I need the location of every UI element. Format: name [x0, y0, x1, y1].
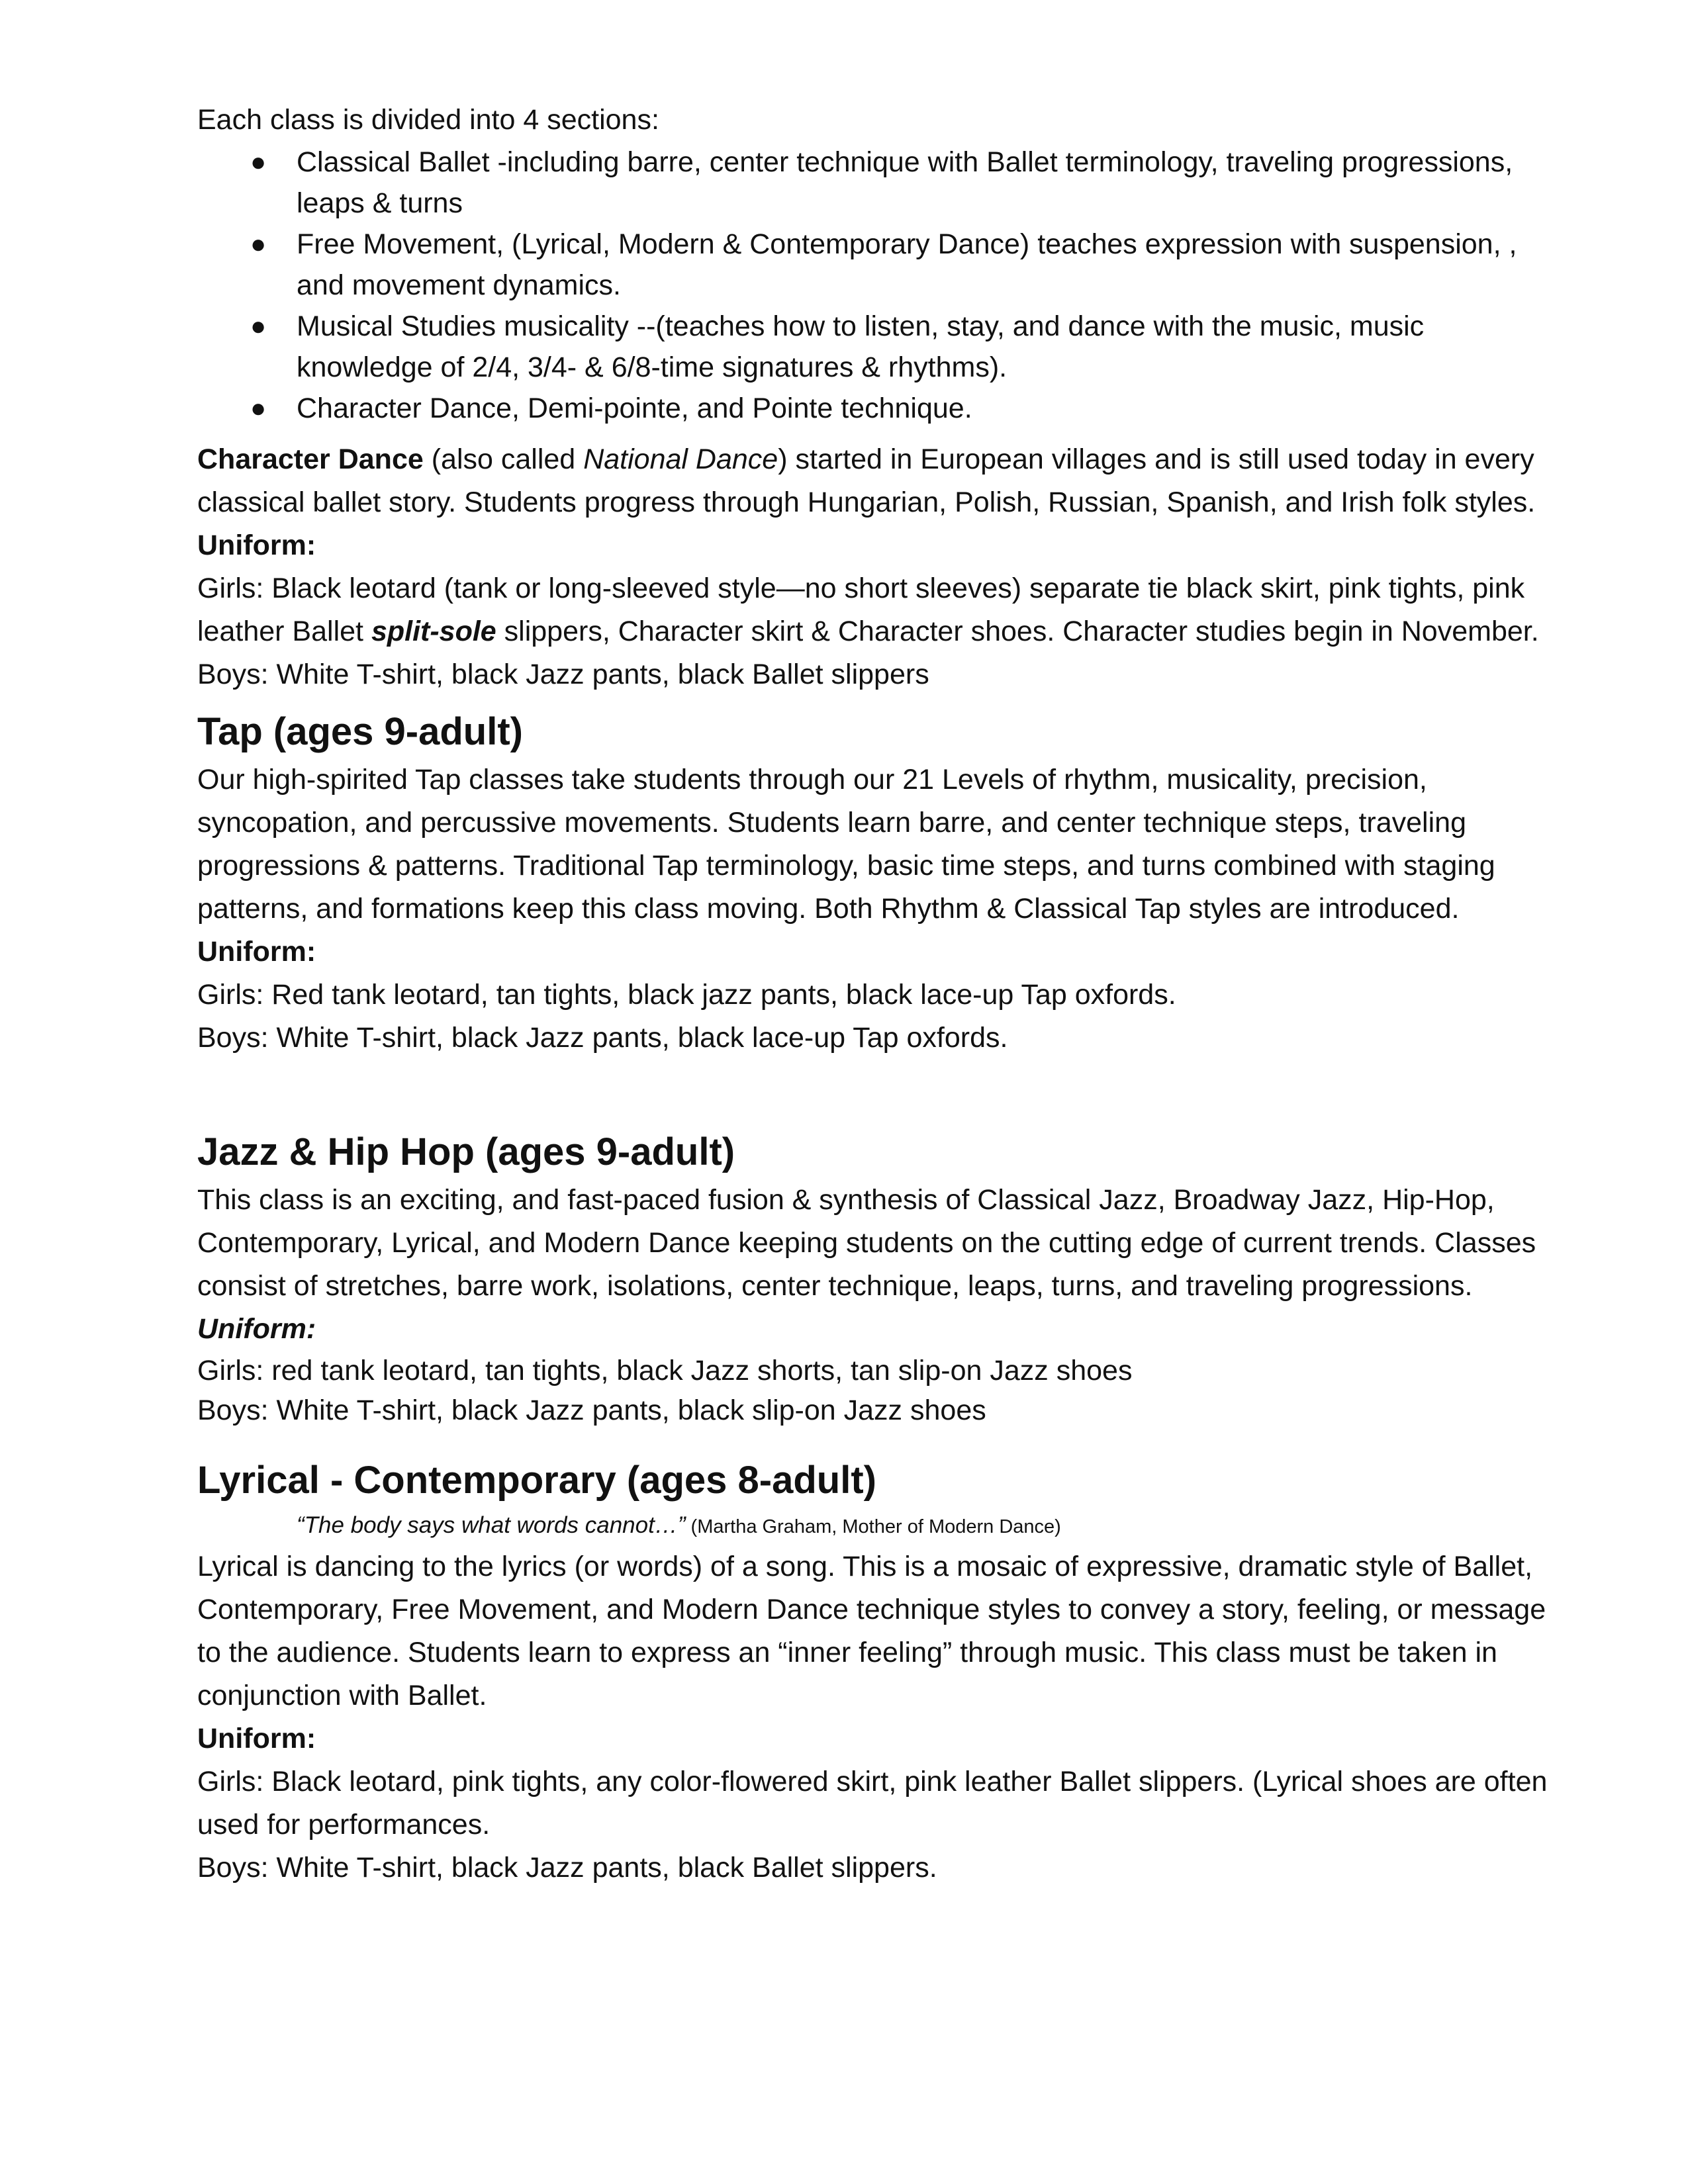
girls-uniform-text: Girls: Black leotard (tank or long-sleeved style—no short sleeves) separate tie black skirt, pink tights, pink leather Ballet	[197, 572, 1525, 647]
quote-attribution: (Martha Graham, Mother of Modern Dance)	[685, 1516, 1061, 1537]
document-page	[197, 99, 1554, 1889]
jazz-heading: Jazz & Hip Hop (ages 9-adult)	[197, 1130, 735, 1173]
tap-description: Our high-spirited Tap classes take students through our 21 Levels of rhythm, musicality, precision, syncopation, and percussive movements. Students learn barre, and center technique steps, traveling progressions & patterns. Traditional Tap terminology, basic time steps, and turns combined with staging patterns, and formations keep this class moving. Both Rhythm & Classical Tap styles are introduced.	[197, 764, 1495, 925]
bullet-icon: ●	[250, 312, 267, 341]
national-dance-term: National Dance	[583, 443, 778, 475]
tap-uniform-boys: Boys: White T-shirt, black Jazz pants, black lace-up Tap oxfords.	[197, 1022, 1008, 1054]
class-sections-list	[197, 142, 1554, 429]
intro-text: Each class is divided into 4 sections:	[197, 104, 659, 136]
lyrical-uniform-boys: Boys: White T-shirt, black Jazz pants, black Ballet slippers.	[197, 1852, 937, 1884]
graham-quote	[197, 1507, 1554, 1545]
lyrical-uniform-label: Uniform:	[197, 1723, 316, 1754]
jazz-description: This class is an exciting, and fast-paced fusion & synthesis of Classical Jazz, Broadway Jazz, Hip-Hop, Contemporary, Lyrical, and Modern Dance keeping students on the cutting edge of current trends. Classes consist of stretches, barre work, isolations, center technique, leaps, turns, and traveling progressions.	[197, 1184, 1536, 1302]
tap-uniform-girls: Girls: Red tank leotard, tan tights, black jazz pants, black lace-up Tap oxfords.	[197, 979, 1176, 1011]
quote-text: “The body says what words cannot…”	[297, 1512, 686, 1538]
bullet-icon: ●	[250, 394, 267, 423]
character-dance-paragraph	[197, 438, 1554, 524]
girls-uniform-text-cont: slippers, Character skirt & Character shoes. Character studies begin in November.	[496, 615, 1539, 647]
section-text: Character Dance, Demi-pointe, and Pointe technique.	[297, 392, 972, 424]
lyrical-heading: Lyrical - Contemporary (ages 8-adult)	[197, 1459, 876, 1502]
character-uniform-boys: Boys: White T-shirt, black Jazz pants, black Ballet slippers	[197, 659, 929, 690]
jazz-uniform-label: Uniform:	[197, 1313, 316, 1345]
character-uniform-label: Uniform:	[197, 529, 316, 561]
list-item	[197, 142, 1554, 224]
tap-uniform-label: Uniform:	[197, 936, 316, 968]
list-item	[197, 224, 1554, 306]
section-text: Free Movement, (Lyrical, Modern & Contemporary Dance) teaches expression with suspension, , and movement dynamics.	[297, 228, 1517, 301]
section-text: Musical Studies musicality --(teaches how to listen, stay, and dance with the music, music knowledge of 2/4, 3/4- & 6/8-time signatures & rhythms).	[297, 310, 1425, 383]
section-text: Classical Ballet -including barre, center technique with Ballet terminology, traveling progressions, leaps & turns	[297, 146, 1513, 219]
lyrical-uniform-girls: Girls: Black leotard, pink tights, any color-flowered skirt, pink leather Ballet slippers. (Lyrical shoes are often used for performances.	[197, 1766, 1548, 1841]
jazz-uniform-boys: Boys: White T-shirt, black Jazz pants, black slip-on Jazz shoes	[197, 1394, 986, 1426]
tap-heading: Tap (ages 9-adult)	[197, 710, 523, 753]
bullet-icon: ●	[250, 148, 267, 177]
bullet-icon: ●	[250, 230, 267, 259]
character-dance-term: Character Dance	[197, 443, 424, 475]
list-item	[197, 388, 1554, 429]
character-description: ) started in European villages and is still used today in every classical ballet story. Students progress through Hungarian, Polish, Russian, Spanish, and Irish folk styles.	[197, 443, 1536, 518]
character-aka-prefix: (also called	[423, 443, 584, 475]
split-sole-emphasis: split-sole	[371, 615, 496, 647]
list-item	[197, 306, 1554, 388]
jazz-uniform-girls: Girls: red tank leotard, tan tights, black Jazz shorts, tan slip-on Jazz shoes	[197, 1355, 1133, 1387]
character-uniform-girls	[197, 567, 1554, 653]
lyrical-description: Lyrical is dancing to the lyrics (or words) of a song. This is a mosaic of expressive, dramatic style of Ballet, Contemporary, Free Movement, and Modern Dance technique styles to convey a story, feeling, or message to the audience. Students learn to express an “inner feeling” through music. This class must be taken in conjunction with Ballet.	[197, 1551, 1546, 1711]
